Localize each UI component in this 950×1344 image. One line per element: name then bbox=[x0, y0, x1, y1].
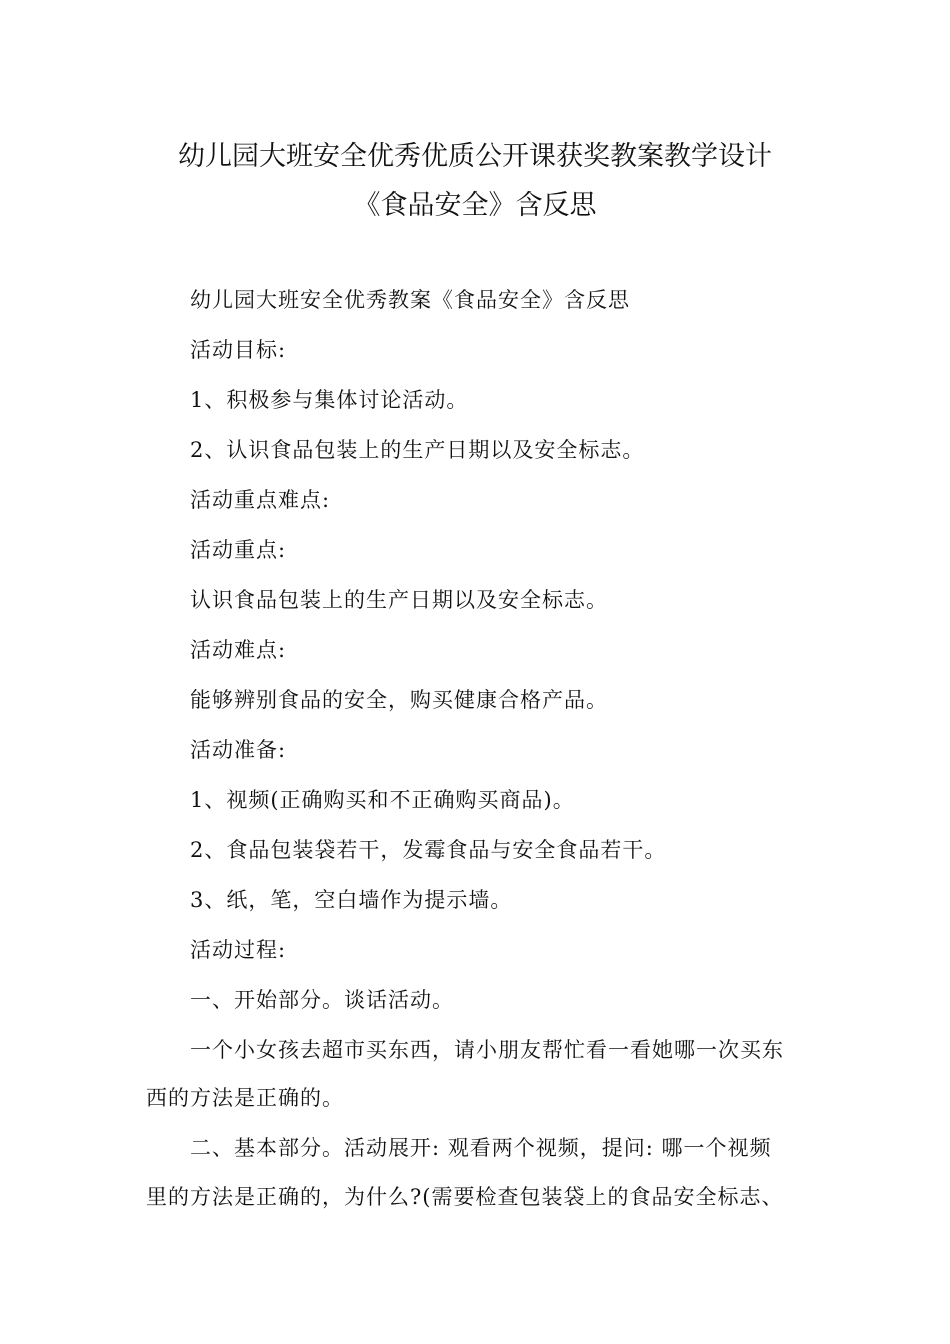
process-part-2-text-line-1: 二、基本部分。活动展开: 观看两个视频，提问: 哪一个视频 bbox=[190, 1136, 772, 1160]
preparation-item-2: 2、食品包装袋若干，发霉食品与安全食品若干。 bbox=[190, 838, 667, 862]
process-part-1-text-line-1: 一个小女孩去超市买东西，请小朋友帮忙看一看她哪一次买东 bbox=[190, 1038, 784, 1062]
process-part-1-text-line-2: 西的方法是正确的。 bbox=[146, 1086, 344, 1110]
heading-activity-preparation: 活动准备: bbox=[190, 738, 287, 762]
goal-item-2: 2、认识食品包装上的生产日期以及安全标志。 bbox=[190, 438, 645, 462]
heading-difficult-point: 活动难点: bbox=[190, 638, 287, 662]
process-part-2-text-line-2: 里的方法是正确的，为什么?(需要检查包装袋上的食品安全标志、 bbox=[146, 1185, 784, 1209]
difficult-point-text: 能够辨别食品的安全，购买健康合格产品。 bbox=[190, 688, 608, 712]
document-title-line-1: 幼儿园大班安全优秀优质公开课获奖教案教学设计 bbox=[178, 141, 772, 172]
goal-item-1: 1、积极参与集体讨论活动。 bbox=[190, 388, 469, 412]
heading-activity-process: 活动过程: bbox=[190, 938, 287, 962]
preparation-item-3: 3、纸，笔，空白墙作为提示墙。 bbox=[190, 888, 513, 912]
heading-key-difficult-points: 活动重点难点: bbox=[190, 488, 331, 512]
heading-activity-goals: 活动目标: bbox=[190, 338, 287, 362]
heading-key-point: 活动重点: bbox=[190, 538, 287, 562]
paragraph-subtitle: 幼儿园大班安全优秀教案《食品安全》含反思 bbox=[190, 288, 630, 312]
process-part-1-heading: 一、开始部分。谈话活动。 bbox=[190, 988, 454, 1012]
document-title-line-2: 《食品安全》含反思 bbox=[353, 190, 597, 221]
preparation-item-1: 1、视频(正确购买和不正确购买商品)。 bbox=[190, 788, 575, 812]
key-point-text: 认识食品包装上的生产日期以及安全标志。 bbox=[190, 588, 608, 612]
